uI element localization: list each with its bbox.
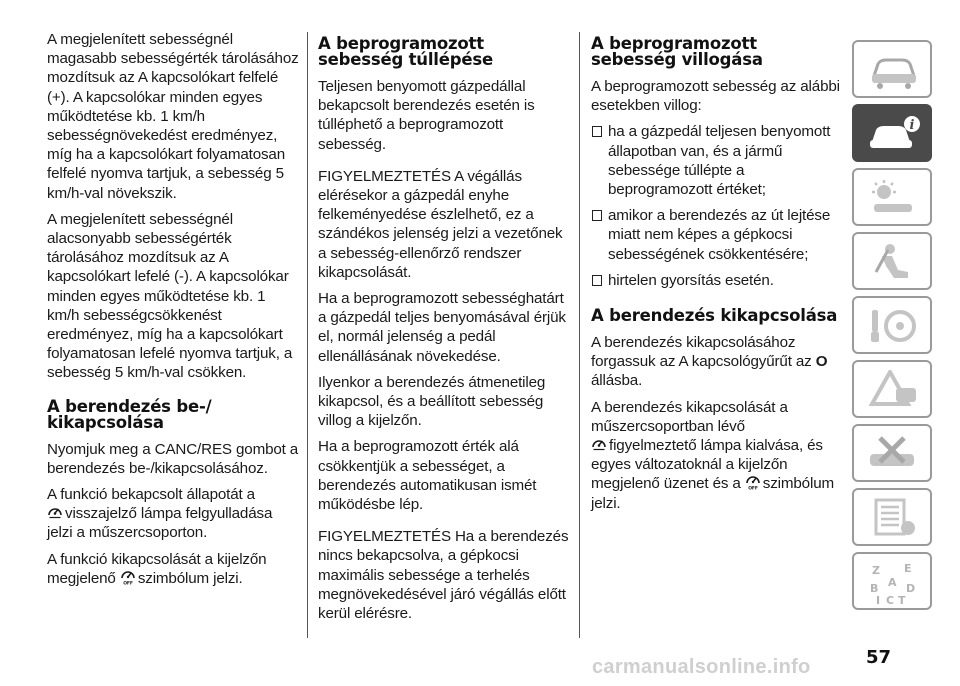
paragraph: A megjelenített sebességnél magasabb sebességérték tárolásához mozdítsuk az A kapcsolókart felfelé (+). A kapcsolókar minden egyes működtetése kb. 1 km/h sebességnövekedést eredményez, míg ha a kapcsolókart folyamatosan felfelé nyomva tartjuk, a sebesség 5 km/h-val növekszik. <box>47 31 299 202</box>
tab-letter: D <box>906 582 916 595</box>
cruise-control-off-icon <box>120 569 136 585</box>
column-divider <box>307 32 308 638</box>
column-2 <box>318 30 572 630</box>
svg-text:OFF: OFF <box>123 581 133 585</box>
paragraph: Ilyenkor a berendezés átmenetileg kikapcsol, és a beállított sebesség villog a kijelzőn. <box>318 373 546 430</box>
section-heading: A berendezés be-/ kikapcsolása <box>47 396 212 432</box>
column-1 <box>47 30 299 595</box>
tools-icon <box>868 434 920 474</box>
tab-specifications[interactable] <box>852 488 932 546</box>
paragraph: A berendezés kikapcsolásához forgassuk az A kapcsológyűrűt az O állásba. <box>591 334 828 390</box>
switch-position-o: O <box>815 353 828 371</box>
text-fragment: A funkció bekapcsolt állapotát a <box>47 486 255 504</box>
paragraph: Nyomjuk meg a CANC/RES gombot a berendezés be-/kikapcsolásához. <box>47 440 299 477</box>
checkbox-bullet-icon <box>592 126 602 137</box>
lights-icon <box>868 178 920 218</box>
paragraph: A beprogramozott sebesség az alábbi esetekben villog: <box>591 78 840 115</box>
column-3 <box>591 30 843 520</box>
tab-letter: B <box>870 582 879 595</box>
tab-letter: E <box>904 562 912 575</box>
column-divider <box>579 32 580 638</box>
paragraph: Ha a beprogramozott sebességhatárt a gázpedál teljes benyomásával érjük el, normál jelenség a pedál ellenállásának növekedése. <box>318 290 566 365</box>
tab-index[interactable] <box>852 552 932 610</box>
tab-emergency[interactable] <box>852 360 932 418</box>
watermark: carmanualsonline.info <box>592 656 811 678</box>
tab-letter: T <box>898 594 906 606</box>
paragraph <box>47 485 299 543</box>
text-fragment: szimbólum jelzi. <box>137 569 243 587</box>
paragraph: FIGYELMEZTETÉS Ha a berendezés nincs bekapcsolva, a gépkocsi maximális sebessége a terhelés megnövekedésével járó végállás előtt kerül elérésre. <box>318 528 569 623</box>
tab-letter: C <box>886 594 895 606</box>
paragraph: Teljesen benyomott gázpedállal bekapcsolt berendezés esetén is túlléphető a beprogramozott sebesség. <box>318 78 535 153</box>
section-heading: A beprogramozott sebesség villogása <box>591 34 763 69</box>
tab-lights[interactable] <box>852 168 932 226</box>
tab-maintenance[interactable] <box>852 424 932 482</box>
checkbox-bullet-icon <box>592 210 602 221</box>
cruise-control-off-icon <box>745 474 761 490</box>
list-item: amikor a berendezés az út lejtése miatt nem képes a gépkocsi sebességének csökkentésére; <box>591 206 843 264</box>
tab-dashboard[interactable] <box>852 40 932 98</box>
paragraph <box>47 550 299 588</box>
section-heading: A berendezés kikapcsolása <box>591 306 838 326</box>
list-item: hirtelen gyorsítás esetén. <box>591 271 843 290</box>
cruise-control-icon <box>591 436 607 452</box>
tab-car-info[interactable] <box>852 104 932 162</box>
paragraph: A berendezés kikapcsolását a műszercsoportban lévő figyelmeztető lámpa kialvása, és egyes változatoknál a kijelzőn megjelenő üzenet és a OFF szimbólum jelzi. <box>591 398 834 512</box>
tab-starting[interactable] <box>852 296 932 354</box>
car-info-icon <box>868 114 920 154</box>
section-heading: A beprogramozott sebesség túllépése <box>318 34 493 69</box>
car-dashboard-icon <box>868 50 920 90</box>
svg-text:i: i <box>909 118 915 133</box>
text-fragment: A funkció kikapcsolását a kijelzőn megjelenő <box>47 550 267 587</box>
tab-safety[interactable] <box>852 232 932 290</box>
paragraph: A megjelenített sebességnél alacsonyabb sebességérték tárolásához mozdítsuk az A kapcsolókart lefelé (-). A kapcsolókar minden egyes működtetése kb. 1 km/h sebességcsökkenést eredményez, míg ha a kapcsolókart folyamatosan lefelé nyomva tartjuk, a sebesség 5 km/h-val csökken. <box>47 210 293 382</box>
text-fragment: visszajelző lámpa felgyulladása jelzi a műszercsoporton. <box>47 505 273 542</box>
tab-letter: Z <box>872 564 880 577</box>
list-item: ha a gázpedál teljesen benyomott állapotban van, és a jármű sebessége túllépte a beprogramozott értéket; <box>591 122 843 199</box>
svg-text:OFF: OFF <box>748 486 758 491</box>
tab-letter: A <box>888 576 897 589</box>
alphabet-index-icon <box>868 562 920 606</box>
page-number: 57 <box>866 647 892 668</box>
paragraph: FIGYELMEZTETÉS A végállás elérésekor a gázpedál enyhe felkeményedése észlelhető, ez a szándékos jelenség jelzi a vezetőnek a sebesség-ellenőrző rendszer kikapcsolását. <box>318 167 563 281</box>
specs-list-icon <box>868 498 920 538</box>
airbag-seat-icon <box>868 242 920 282</box>
paragraph: Ha a beprogramozott érték alá csökkentjük a sebességet, a berendezés automatikusan ismét működésbe lép. <box>318 438 537 514</box>
cruise-control-icon <box>47 504 63 520</box>
tab-letter: I <box>876 594 881 606</box>
steering-key-icon <box>868 306 920 346</box>
checkbox-bullet-icon <box>592 275 602 286</box>
warning-triangle-icon <box>868 370 920 410</box>
bullet-list <box>591 122 843 290</box>
